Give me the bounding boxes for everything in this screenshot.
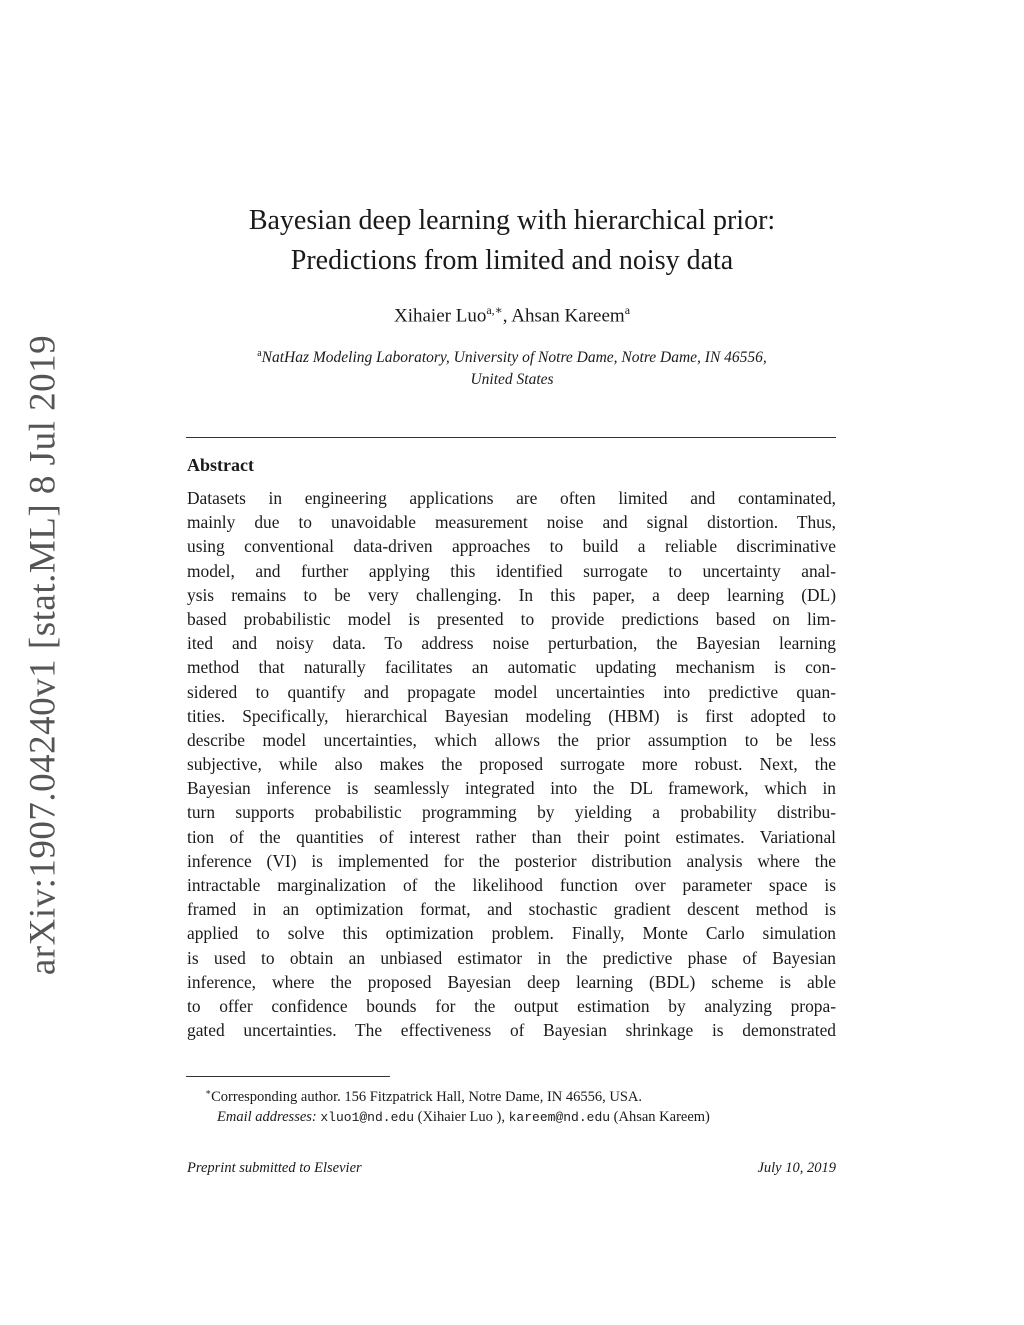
- author-separator: ,: [502, 305, 512, 327]
- abstract-line: subjective, while also makes the proposed surrogate more robust. Next, the: [187, 754, 836, 775]
- abstract-line: ysis remains to be very challenging. In this paper, a deep learning (DL): [187, 584, 836, 605]
- footnote: [205, 1082, 845, 1128]
- email-label: Email addresses:: [217, 1108, 317, 1125]
- abstract-line: is used to obtain an unbiased estimator in the predictive phase of Bayesian: [187, 947, 836, 968]
- abstract-line: turn supports probabilistic programming by yielding a probability distribu-: [187, 802, 836, 823]
- title-line-1: Bayesian deep learning with hierarchical prior:: [248, 205, 776, 236]
- author-affiliation-mark: a,∗: [486, 303, 503, 317]
- abstract-top-rule: [186, 437, 836, 438]
- arxiv-identifier: arXiv:1907.04240v1 [stat.ML] 8 Jul 2019: [22, 334, 64, 976]
- abstract-line: describe model uncertainties, which allows the prior assumption to be less: [187, 729, 836, 750]
- abstract-line: to offer confidence bounds for the output estimation by analyzing propa-: [187, 995, 836, 1016]
- footnote-rule: [186, 1076, 390, 1077]
- title-line-2: Predictions from limited and noisy data: [290, 245, 734, 276]
- abstract-line: tities. Specifically, hierarchical Bayesian modeling (HBM) is first adopted to: [187, 705, 836, 726]
- preprint-date: July 10, 2019: [757, 1160, 836, 1176]
- abstract-line: method that naturally facilitates an automatic updating mechanism is con-: [187, 657, 836, 678]
- abstract-line: inference, where the proposed Bayesian deep learning (BDL) scheme is able: [187, 971, 836, 992]
- abstract-line: intractable marginalization of the likelihood function over parameter space is: [187, 875, 836, 895]
- abstract-line: tion of the quantities of interest rather than their point estimates. Variational: [187, 826, 836, 847]
- footnote-mark: ∗: [205, 1087, 212, 1097]
- corresponding-author-note: Corresponding author. 156 Fitzpatrick Hall, Notre Dame, IN 46556, USA.: [211, 1088, 643, 1105]
- abstract-line: Bayesian inference is seamlessly integrated into the DL framework, which in: [187, 778, 836, 799]
- affiliation: [190, 343, 834, 391]
- author-list: [150, 303, 874, 327]
- author-name: Ahsan Kareem: [511, 305, 625, 327]
- abstract-line: framed in an optimization format, and stochastic gradient descent method is: [187, 899, 836, 920]
- affiliation-mark: a: [257, 348, 262, 359]
- abstract-heading: Abstract: [187, 455, 254, 475]
- email-link[interactable]: xluo1@nd.edu: [320, 1109, 414, 1125]
- abstract-line: using conventional data-driven approaches to build a reliable discriminative: [187, 536, 836, 557]
- paper-title: [150, 201, 874, 281]
- affiliation-line-2: United States: [470, 371, 554, 389]
- email-owner: (Xihaier Luo ),: [417, 1108, 505, 1125]
- abstract-line: gated uncertainties. The effectiveness of Bayesian shrinkage is demonstrated: [187, 1020, 836, 1041]
- email-owner: (Ahsan Kareem): [613, 1108, 710, 1125]
- author-name: Xihaier Luo: [393, 305, 487, 327]
- abstract-line: based probabilistic model is presented to provide predictions based on lim-: [187, 608, 836, 629]
- preprint-note: Preprint submitted to Elsevier: [187, 1160, 362, 1176]
- abstract-line: model, and further applying this identified surrogate to uncertainty anal-: [187, 560, 836, 581]
- affiliation-line-1: NatHaz Modeling Laboratory, University of Notre Dame, Notre Dame, IN 46556,: [261, 349, 767, 367]
- abstract-line: applied to solve this optimization problem. Finally, Monte Carlo simulation: [187, 923, 836, 944]
- abstract-line: mainly due to unavoidable measurement noise and signal distortion. Thus,: [187, 512, 836, 533]
- abstract-body: [187, 486, 836, 1042]
- email-link[interactable]: kareem@nd.edu: [508, 1109, 611, 1125]
- abstract-line: Datasets in engineering applications are often limited and contaminated,: [187, 488, 836, 508]
- abstract-line: sidered to quantify and propagate model uncertainties into predictive quan-: [187, 681, 836, 702]
- author-affiliation-mark: a: [624, 303, 631, 317]
- abstract-line: ited and noisy data. To address noise perturbation, the Bayesian learning: [187, 633, 836, 654]
- abstract-line: inference (VI) is implemented for the posterior distribution analysis where the: [187, 850, 836, 871]
